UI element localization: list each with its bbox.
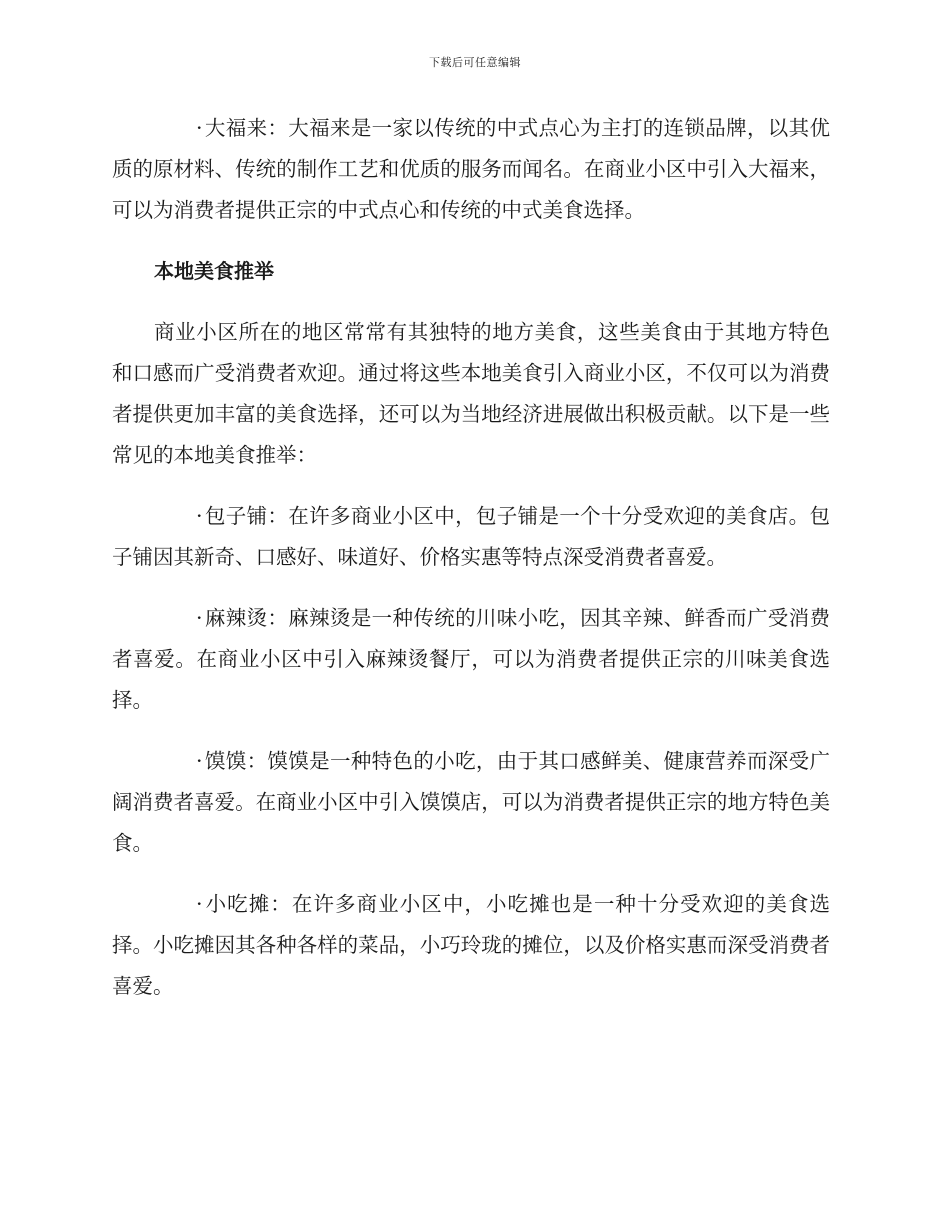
section-heading: 本地美食推举 bbox=[154, 259, 274, 283]
document-body bbox=[112, 108, 830, 1027]
list-item-momo bbox=[112, 741, 830, 864]
bullet: · bbox=[196, 504, 203, 528]
list-item-malatang bbox=[112, 598, 830, 721]
list-item-text: 包子铺：在许多商业小区中，包子铺是一个十分受欢迎的美食店。包子铺因其新奇、口感好、味道好、价格实惠等特点深受消费者喜爱。 bbox=[112, 504, 830, 569]
section-paragraph: 商业小区所在的地区常常有其独特的地方美食，这些美食由于其地方特色和口感而广受消费者欢迎。通过将这些本地美食引入商业小区，不仅可以为消费者提供更加丰富的美食选择，还可以为当地经济进展做出积极贡献。以下是一些常见的本地美食推举： bbox=[112, 320, 830, 467]
list-item-baozipu bbox=[112, 496, 830, 578]
page-header: 下载后可任意编辑 bbox=[429, 56, 521, 69]
bullet: · bbox=[196, 892, 203, 916]
bullet: · bbox=[196, 606, 203, 630]
list-item-text: 麻辣烫：麻辣烫是一种传统的川味小吃，因其辛辣、鲜香而广受消费者喜爱。在商业小区中引入麻辣烫餐厅，可以为消费者提供正宗的川味美食选择。 bbox=[112, 606, 830, 712]
list-item-text: 馍馍：馍馍是一种特色的小吃，由于其口感鲜美、健康营养而深受广阔消费者喜爱。在商业小区中引入馍馍店，可以为消费者提供正宗的地方特色美食。 bbox=[112, 749, 830, 855]
list-item-text: 大福来：大福来是一家以传统的中式点心为主打的连锁品牌，以其优质的原材料、传统的制作工艺和优质的服务而闻名。在商业小区中引入大福来，可以为消费者提供正宗的中式点心和传统的中式美食选择。 bbox=[112, 116, 830, 222]
bullet: · bbox=[196, 116, 203, 140]
list-item-dafulai bbox=[112, 108, 830, 231]
bullet: · bbox=[196, 749, 203, 773]
list-item-text: 小吃摊：在许多商业小区中，小吃摊也是一种十分受欢迎的美食选择。小吃摊因其各种各样的菜品，小巧玲珑的摊位，以及价格实惠而深受消费者喜爱。 bbox=[112, 892, 830, 998]
list-item-xiaochitan bbox=[112, 884, 830, 1007]
